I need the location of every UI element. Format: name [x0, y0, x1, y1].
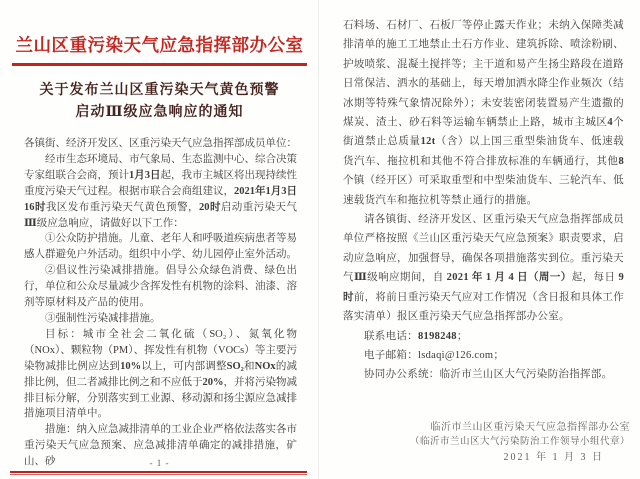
footer-red-rule-thick [10, 471, 307, 473]
paragraph: ②倡议性污染减排措施。倡导公众绿色消费、绿色出行，单位和公众尽量减少含挥发性有机物的涂料、油漆、溶剂等原材料及产品的使用。 [24, 265, 297, 309]
paragraph: 经市生态环境局、市气象局、生态监测中心、综合决策专家组联合会商，预计1月3日起，我市主城区将出现持续性重度污染天气过程。根据市联合会商组建议，2021年1月3日16时我区发布重污染天气黄色预警，20时启动重污染天气Ⅲ级应急响应，请做好以下工作： [24, 153, 297, 229]
paragraph: ①公众防护措施。儿童、老年人和呼吸道疾病患者等易感人群避免户外活动。组织中小学、幼儿园停止室外活动。 [24, 233, 297, 261]
paragraph: 联系电话：8198248； [364, 330, 468, 342]
paragraph: 石料场、石材厂、石板厂等停止露天作业；未纳入保障类减排清单的施工工地禁止土石方作业、建筑拆除、喷涂粉刷、护坡喷浆、混凝土搅拌等；主干道和易产生扬尘路段在道路日常保洁、洒水的基础上，每天增加洒水降尘作业频次（结冰期等特殊气象情况除外）；未安装密闭装置易产生遗撒的煤炭、渣土、砂石料等运输车辆禁止上路，城市主城区4个街道禁止总质量12t（含）以上国三重型柴油货车、低速载货汽车、拖拉机和其他不符合排放标准的车辆通行，其他8个镇（经开区）可采取重型和中型柴油货车、三轮汽车、低速载货汽车和拖拉机等禁止通行的措施。 [343, 20, 624, 206]
paragraph: 各镇街、经济开发区、区重污染天气应急指挥部成员单位： [24, 138, 297, 149]
signature-block [410, 420, 630, 465]
document-page-2 [319, 0, 640, 479]
signature-organization: 临沂市兰山区重污染天气应急指挥部办公室 [430, 422, 630, 433]
paragraph: 电子邮箱：lsdaqi@126.com； [364, 349, 505, 361]
red-masthead: 兰山区重污染天气应急指挥部办公室 [15, 35, 304, 55]
paragraph: 协同办公系统：临沂市兰山区大气污染防治指挥部。 [364, 369, 613, 381]
signature-date: 2021 年 1 月 3 日 [503, 452, 604, 463]
page-number: - 1 - [149, 458, 170, 468]
document-page-1 [0, 0, 319, 479]
document-title [12, 80, 307, 124]
paragraph: ③强制性污染减排措施。 [45, 312, 161, 324]
document-title-line1: 关于发布兰山区重污染天气黄色预警 [39, 83, 280, 98]
masthead-red-rule [12, 63, 307, 66]
signature-seal-note: （临沂市兰山区大气污染防治工作领导小组代章） [409, 437, 630, 447]
page-2-body [343, 16, 624, 385]
footer-red-rule [10, 471, 307, 475]
paragraph: 目标：城市全社会二氧化硫（SO₂）、氮氧化物（NOx）、颗粒物（PM）、挥发性有机物（VOCs）等主要污染物减排比例应达到10%以上，可内部调整SO₂和NOx的减排比例，但二者减排比例之和不应低于20%，并将污染物减排目标分解，分别落实到工业源、移动源和扬尘源应急减排措施项目清单中。 [24, 328, 298, 420]
footer-red-rule-thin [10, 474, 307, 475]
document-title-line2: 启动Ⅲ级应急响应的通知 [75, 105, 244, 120]
paragraph: 措施：纳入应急减排清单的工业企业严格依法落实各市重污染天气应急预案、应急减排清单确定的减排措施，矿山、砂 [24, 424, 297, 468]
page-1-body [24, 136, 297, 470]
paragraph: 请各镇街、经济开发区、区重污染天气应急指挥部成员单位严格按照《兰山区重污染天气应急预案》职责要求，启动应急响应，加强督导，确保各项措施落实到位。重污染天气Ⅲ级响应期间，自 2021 年 1 月 4 日（周一）起，每日 9 时前，将前日重污染天气应对工作情况（含日报和具体工作落实清单）报区重污染天气应急指挥部办公室。 [343, 214, 624, 323]
